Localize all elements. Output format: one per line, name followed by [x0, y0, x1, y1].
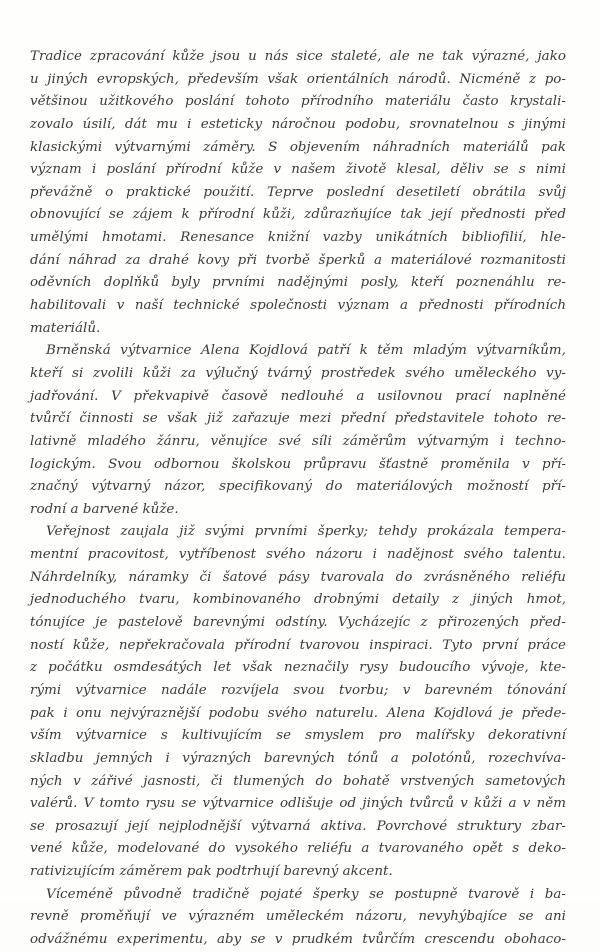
paragraph-3-line: vené kůže, modelované do vysokého reliéfu a tvarovaného opět s deko-: [30, 841, 566, 857]
paragraph-3-line: jednoduchého tvaru, kombinovaného drobnými detaily z jiných hmot,: [30, 592, 566, 608]
paragraph-3-line: Náhrdelníky, náramky či šatové pásy tvarovala do zvrásněného reliéfu: [30, 569, 566, 585]
paragraph-3-line: rými výtvarnice nadále rozvíjela svou tvorbu; v barevném tónování: [30, 682, 566, 698]
paragraph-3-line: rativizujícím záměrem pak podtrhují barevný akcent.: [30, 864, 393, 880]
paragraph-1-line: většinou užitkového poslání tohoto přírodního materiálu často krystali-: [30, 94, 566, 110]
paragraph-4-line: revně proměňují ve výrazném uměleckém názoru, nevyhýbajíce se ani: [30, 909, 566, 925]
paragraph-1-line: materiálů.: [30, 320, 101, 336]
paragraph-2-line: lativně mladého žánru, věnujíce své síli záměrům výtvarným i techno-: [30, 433, 566, 449]
paragraph-1-line: obnovující se zájem k přírodní kůži, zdůrazňujíce tak její přednosti před: [30, 207, 566, 223]
paragraph-3-line: valérů. V tomto rysu se výtvarnice odlišuje od jiných tvůrců v kůži a v něm: [30, 796, 566, 812]
paragraph-2-line: tvůrčí činnosti se však již zařazuje mezi přední představitele tohoto re-: [30, 411, 566, 427]
paragraph-1-line: umělými hmotami. Renesance knižní vazby unikátních bibliofilií, hle-: [30, 230, 566, 246]
paragraph-3-line: ných v zářivé jasnosti, či tlumených do bohatě vrstvených sametových: [30, 773, 566, 789]
paragraph-3-line: ností kůže, nepřekračovala přírodní tvarovou inspiraci. Tyto první práce: [30, 637, 566, 653]
paragraph-3-line: vším výtvarnice s kultivujícím se smyslem pro malířsky dekorativní: [30, 728, 566, 744]
paragraph-2-line: jadřování. V překvapivě časově nedlouhé a usilovnou prací naplněné: [30, 388, 566, 404]
paragraph-2-line: značný výtvarný názor, specifikovaný do materiálových možností pří-: [30, 479, 566, 495]
paragraph-2-line: logickým. Svou odbornou školskou průpravu šťastně proměnila v pří-: [30, 456, 566, 472]
paragraph-3-line: z počátku osmdesátých let však neznačily rysy budoucího vývoje, kte-: [30, 660, 566, 676]
paragraph-3-line: mentní pracovitost, vytříbenost svého názoru i nadějnost svého talentu.: [30, 547, 566, 563]
paragraph-1-line: převážně o praktické použití. Teprve poslední desetiletí obrátila svůj: [30, 184, 566, 200]
paragraph-2-line: rodní a barvené kůže.: [30, 501, 179, 517]
paragraph-1-line: habilitovali v naší technické společnosti význam a přednosti přírodních: [30, 298, 566, 314]
paragraph-1-line: význam i poslání přírodní kůže v našem životě klesal, děliv se s nimi: [30, 162, 566, 178]
paragraph-4-line: odvážnému experimentu, aby se v prudkém tvůrčím crescendu obohaco-: [30, 931, 566, 947]
paragraph-3-line: se prosazují její nejplodnější výtvarná aktiva. Povrchové struktury zbar-: [30, 818, 566, 834]
paragraph-1-line: zovalo úsilí, dát mu i esteticky náročnou podobu, srovnatelnou s jinými: [30, 116, 566, 132]
paragraph-1-line: klasickými výtvarnými záměry. S objevením náhradních materiálů pak: [30, 139, 566, 155]
paragraph-1-line: oděvních doplňků byly prvními nadějnými posly, kteří poznenáhlu re-: [30, 275, 566, 291]
paragraph-3-line: Veřejnost zaujala již svými prvními šperky; tehdy prokázala tempera-: [46, 524, 566, 540]
paragraph-3-line: tónujíce je pastelově barevnými odstíny. Vycházejíc z přirozených před-: [30, 615, 566, 631]
paragraph-3-line: pak i onu nejvýraznější podobu svého naturelu. Alena Kojdlová je přede-: [30, 705, 566, 721]
paragraph-2-line: Brněnská výtvarnice Alena Kojdlová patří k těm mladým výtvarníkům,: [46, 343, 566, 359]
paragraph-1-line: Tradice zpracování kůže jsou u nás sice staleté, ale ne tak výrazné, jako: [30, 49, 566, 64]
paragraph-3-line: skladbu jemných i výrazných barevných tónů a polotónů, rozechvíva-: [30, 750, 566, 766]
body-text: [30, 46, 566, 952]
paragraph-1-line: dání náhrad za drahé kovy při tvorbě šperků a materiálové rozmanitosti: [30, 252, 566, 268]
paragraph-2-line: kteří si zvolili kůži za výlučný tvárný prostředek svého uměleckého vy-: [30, 365, 566, 381]
paragraph-1-line: u jiných evropských, především však orientálních národů. Nicméně z po-: [30, 71, 566, 87]
paragraph-4-line: Víceméně původně tradičně pojaté šperky se postupně tvarově i ba-: [46, 886, 566, 902]
